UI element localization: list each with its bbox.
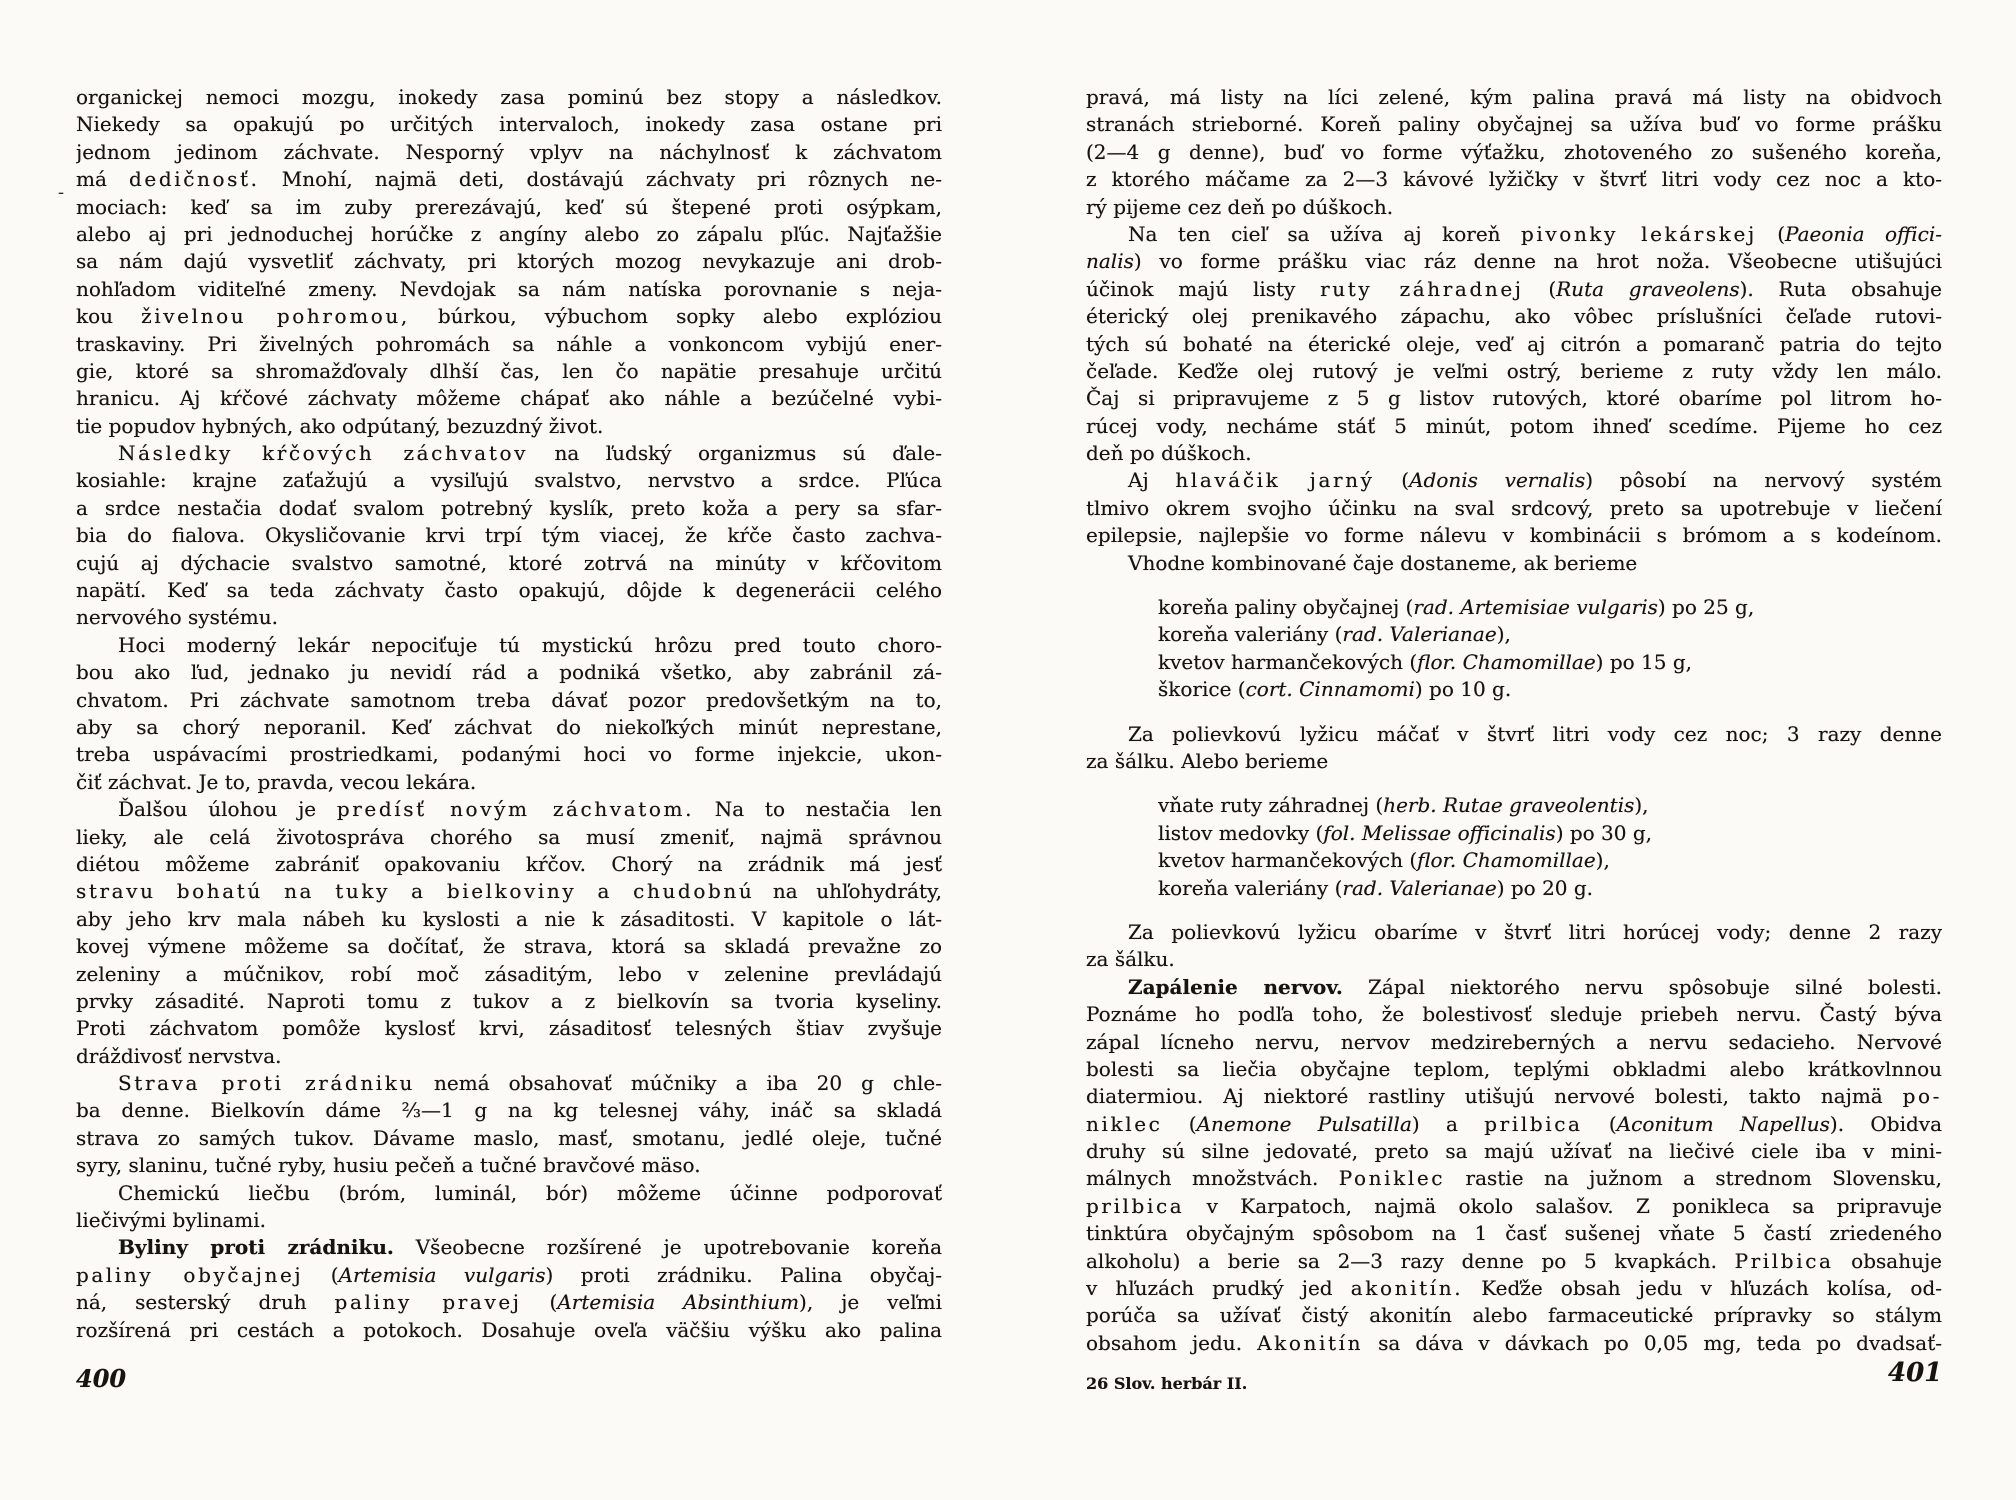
text-line: strava zo samých tukov. Dávame maslo, masť, smotanu, jedlé oleje, tučné: [76, 1125, 942, 1150]
text-line: kou živelnou pohromou, búrkou, výbuchom sopky alebo explóziou: [76, 304, 942, 329]
text-line: chvatom. Pri záchvate samotnom treba dávať pozor predovšetkým na to,: [76, 687, 942, 712]
text-line: rúcej vody, necháme stáť 5 minút, potom ihneď scedíme. Pijeme ho cez: [1086, 413, 1942, 438]
text-line: Za polievkovú lyžicu obaríme v štvrť litri horúcej vody; denne 2 razy: [1128, 919, 1942, 944]
text-line: koreňa valeriány (rad. Valerianae) po 20 g.: [1158, 875, 1594, 900]
text-line: (2—4 g denne), buď vo forme výťažku, zhotoveného zo sušeného koreňa,: [1086, 139, 1942, 164]
page-left-text: [76, 84, 942, 1344]
text-line: jednom jedinom záchvate. Nesporný vplyv na náchylnosť k záchvatom: [76, 139, 942, 164]
text-line: Hoci moderný lekár nepociťuje tú mystickú hrôzu pred touto choro-: [118, 632, 942, 657]
page-number-left: 400: [76, 1364, 127, 1393]
text-line: prvky zásadité. Naproti tomu z tukov a z bielkovín sa tvoria kyseliny.: [76, 988, 942, 1013]
text-line: napätí. Keď sa teda záchvaty často opakujú, dôjde k degenerácii celého: [76, 578, 942, 603]
text-line: alkoholu) a berie sa 2—3 razy denne po 5 kvapkách. Prilbica obsahuje: [1086, 1248, 1942, 1273]
text-line: obsahom jedu. Akonitín sa dáva v dávkach po 0,05 mg, teda po dvadsať-: [1086, 1330, 1942, 1355]
text-line: listov medovky (fol. Melissae officinalis) po 30 g,: [1158, 820, 1653, 845]
line-gap: [1086, 902, 1942, 919]
text-line: účinok majú listy ruty záhradnej (Ruta graveolens). Ruta obsahuje: [1086, 276, 1942, 301]
text-line: ba denne. Bielkovín dáme ⅔—1 g na kg telesnej váhy, ináč sa skladá: [76, 1098, 942, 1123]
text-line: Proti záchvatom pomôže kyslosť krvi, zásaditosť telesných štiav zvyšuje: [76, 1016, 942, 1041]
text-line: nohľadom viditeľné zmeny. Nevdojak sa nám natíska porovnanie s neja-: [76, 276, 942, 301]
text-line: z ktorého máčame za 2—3 kávové lyžičky v štvrť litri vody cez noc a kto-: [1086, 167, 1942, 192]
line-gap: [1086, 775, 1942, 792]
text-line: Niekedy sa opakujú po určitých intervaloch, inokedy zasa ostane pri: [76, 112, 942, 137]
text-line: treba uspávacími prostriedkami, podanými hoci vo forme injekcie, ukon-: [76, 742, 942, 767]
text-line: rozšírená pri cestách a potokoch. Dosahuje oveľa väčšiu výšku ako palina: [76, 1317, 942, 1342]
text-line: prilbica v Karpatoch, najmä okolo salašov. Z ponikleca sa pripravuje: [1086, 1193, 1942, 1218]
text-line: Následky kŕčových záchvatov na ľudský organizmus sú ďale-: [118, 441, 942, 466]
text-line: paliny obyčajnej (Artemisia vulgaris) proti zrádniku. Palina obyčaj-: [76, 1262, 942, 1287]
text-line: sa nám dajú vysvetliť záchvaty, pri ktorých mozog nevykazuje ani drob-: [76, 249, 942, 274]
text-line: má dedičnosť. Mnohí, najmä deti, dostávajú záchvaty pri rôznych ne-: [76, 167, 942, 192]
text-line: mociach: keď sa im zuby prerezávajú, keď sú štepené proti osýpkam,: [76, 194, 942, 219]
text-line: koreňa paliny obyčajnej (rad. Artemisiae vulgaris) po 25 g,: [1158, 595, 1755, 620]
text-line: tlmivo okrem svojho účinku na sval srdcový, preto sa upotrebuje v liečení: [1086, 495, 1942, 520]
text-line: pravá, má listy na líci zelené, kým palina pravá má listy na obidvoch: [1086, 85, 1942, 109]
text-line: Čaj si pripravujeme z 5 g listov rutových, ktoré obaríme pol litrom ho-: [1086, 386, 1942, 411]
text-line: a srdce nestačia dodať svalom potrebný kyslík, preto koža a pery sa sfar-: [76, 495, 942, 520]
text-line: stravu bohatú na tuky a bielkoviny a chudobnú na uhľohydráty,: [76, 879, 942, 904]
text-line: Poznáme ho podľa toho, že bolestivosť sleduje priebeh nervu. Častý býva: [1086, 1002, 1942, 1027]
text-line: hranicu. Aj kŕčové záchvaty môžeme chápať ako náhle a bezúčelné vybi-: [76, 386, 942, 411]
text-line: nalis) vo forme prášku viac ráz denne na hrot noža. Všeobecne utišujúci: [1086, 249, 1942, 274]
text-line: lieky, ale celá životospráva chorého sa musí zmeniť, najmä správnou: [76, 824, 942, 849]
text-line: diatermiou. Aj niektoré rastliny utišujú nervové bolesti, takto najmä po-: [1086, 1084, 1942, 1109]
text-line: za šálku. Alebo berieme: [1086, 748, 1329, 773]
text-line: ná, sesterský druh paliny pravej (Artemisia Absinthium), je veľmi: [76, 1290, 942, 1315]
text-line: cujú aj dýchacie svalstvo samotné, ktoré zotrvá na minúty v kŕčovitom: [76, 550, 942, 575]
text-line: syry, slaninu, tučné ryby, husiu pečeň a tučné bravčové mäso.: [76, 1153, 701, 1178]
text-line: druhy sú silne jedovaté, preto sa majú užívať na liečivé ciele iba v mini-: [1086, 1139, 1942, 1164]
text-line: tých sú bohaté na éterické oleje, veď aj citrón a pomaranč patria do tejto: [1086, 331, 1942, 356]
text-line: vňate ruty záhradnej (herb. Rutae graveolentis),: [1158, 793, 1649, 818]
text-line: epilepsie, najlepšie vo forme nálevu v kombinácii s brómom a s kodeínom.: [1086, 523, 1942, 548]
text-line: škorice (cort. Cinnamomi) po 10 g.: [1158, 677, 1512, 702]
page-right-text: [1086, 84, 1942, 1357]
text-line: kvetov harmančekových (flor. Chamomillae) po 15 g,: [1158, 649, 1692, 674]
text-line: Na ten cieľ sa užíva aj koreň pivonky lekárskej (Paeonia offici-: [1128, 221, 1942, 246]
text-line: zápal lícneho nervu, nervov medzireberných a nervu sedacieho. Nervové: [1086, 1029, 1942, 1054]
footer-signature: 26 Slov. herbár II.: [1086, 1374, 1248, 1393]
text-line: tinktúra obyčajným spôsobom na 1 časť sušenej vňate 5 častí zriedeného: [1086, 1221, 1942, 1246]
text-line: Aj hlaváčik jarný (Adonis vernalis) pôsobí na nervový systém: [1128, 468, 1942, 493]
text-line: nervového systému.: [76, 605, 278, 630]
line-gap: [1086, 704, 1942, 721]
text-line: niklec (Anemone Pulsatilla) a prilbica (Aconitum Napellus). Obidva: [1086, 1111, 1942, 1136]
text-line: porúča sa užívať čistý akonitín alebo farmaceutické prípravky so stálym: [1086, 1303, 1942, 1328]
text-line: bou ako ľud, jednako ju nevidí rád a podniká všetko, aby zabránil zá-: [76, 660, 942, 685]
text-line: rý pijeme cez deň po dúškoch.: [1086, 194, 1394, 219]
text-line: gie, ktoré sa shromažďovaly dlhší čas, len čo napätie presahuje určitú: [76, 358, 942, 383]
text-line: traskaviny. Pri živelných pohromách sa náhle a vonkoncom vybijú ener-: [76, 331, 942, 356]
text-line: kvetov harmančekových (flor. Chamomillae),: [1158, 848, 1610, 873]
text-line: kosiahle: krajne zaťažujú a vysiľujú svalstvo, nervstvo a srdce. Pľúca: [76, 468, 942, 493]
text-line: málnych množstvách. Poniklec rastie na južnom a strednom Slovensku,: [1086, 1166, 1942, 1191]
text-line: liečivými bylinami.: [76, 1208, 266, 1233]
text-line: bolesti sa liečia obyčajne teplom, teplými obkladmi alebo krátkovlnnou: [1086, 1056, 1942, 1081]
text-line: za šálku.: [1086, 947, 1175, 972]
text-line: deň po dúškoch.: [1086, 441, 1252, 466]
text-line: čeľade. Keďže olej rutový je veľmi ostrý, berieme z ruty vždy len málo.: [1086, 358, 1942, 383]
text-line: tie popudov hybných, ako odpútaný, bezuzdný život.: [76, 413, 604, 438]
line-gap: [1086, 577, 1942, 594]
text-line: éterický olej prenikavého zápachu, ako vôbec príslušníci čeľade rutovi-: [1086, 304, 1942, 329]
page-number-right: 401: [1888, 1358, 1943, 1388]
text-line: Zapálenie nervov. Zápal niektorého nervu spôsobuje silné bolesti.: [1128, 974, 1942, 999]
text-line: Ďalšou úlohou je predísť novým záchvatom. Na to nestačia len: [118, 797, 942, 822]
text-line: stranách strieborné. Koreň paliny obyčajnej sa užíva buď vo forme prášku: [1086, 112, 1942, 137]
text-line: zeleniny a múčnikov, robí moč zásaditým, lebo v zelenine prevládajú: [76, 961, 942, 986]
text-line: čiť záchvat. Je to, pravda, vecou lekára.: [76, 769, 477, 794]
text-line: Za polievkovú lyžicu máčať v štvrť litri vody cez noc; 3 razy denne: [1128, 721, 1942, 746]
text-line: koreňa valeriány (rad. Valerianae),: [1158, 622, 1511, 647]
text-line: kovej výmene môžeme sa dočítať, že strava, ktorá sa skladá prevažne zo: [76, 934, 942, 959]
text-line: Chemickú liečbu (bróm, luminál, bór) môžeme účinne podporovať: [118, 1180, 942, 1205]
text-line: aby jeho krv mala nábeh ku kyslosti a nie k zásaditosti. V kapitole o lát-: [76, 906, 942, 931]
text-line: Vhodne kombinované čaje dostaneme, ak berieme: [1128, 550, 1638, 575]
text-line: Byliny proti zrádniku. Všeobecne rozšírené je upotrebovanie koreňa: [118, 1235, 942, 1260]
margin-mark: -: [58, 182, 65, 203]
text-line: aby sa chorý neporanil. Keď záchvat do niekoľkých minút neprestane,: [76, 714, 942, 739]
text-line: Strava proti zrádniku nemá obsahovať múčniky a iba 20 g chle-: [118, 1071, 942, 1096]
text-line: alebo aj pri jednoduchej horúčke z angíny alebo zo zápalu pľúc. Najťažšie: [76, 221, 942, 246]
text-line: v hľuzách prudký jed akonitín. Keďže obsah jedu v hľuzách kolísa, od-: [1086, 1276, 1942, 1301]
text-line: diétou môžeme zabrániť opakovaniu kŕčov. Chorý na zrádnik má jesť: [76, 851, 942, 876]
text-line: organickej nemoci mozgu, inokedy zasa pominú bez stopy a následkov.: [76, 85, 942, 109]
text-line: dráždivosť nervstva.: [76, 1043, 282, 1068]
text-line: bia do fialova. Okysličovanie krvi trpí tým viacej, že kŕče často zachva-: [76, 523, 942, 548]
